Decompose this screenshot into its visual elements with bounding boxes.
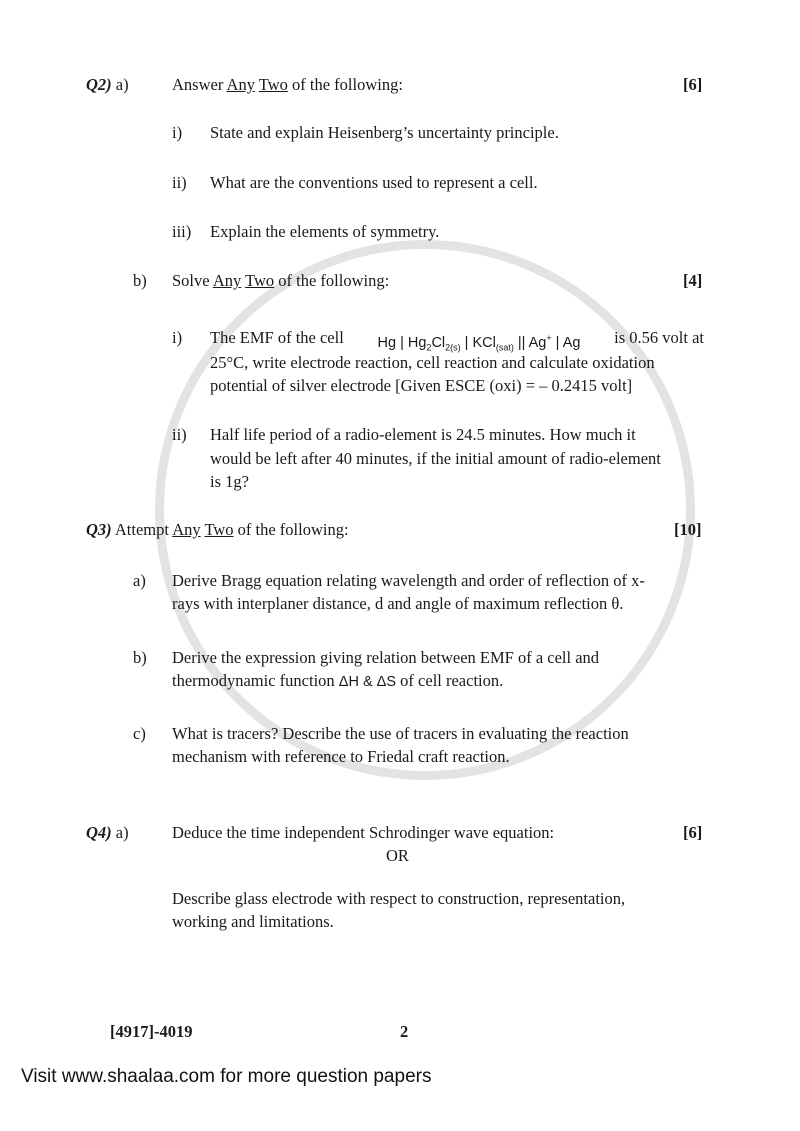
item-num: iii) <box>172 222 192 241</box>
glass-line-2: working and limitations. <box>172 912 334 931</box>
bragg-line-1: Derive Bragg equation relating wavelength and order of reflection of x- <box>172 571 645 590</box>
q4-text: Deduce the time independent Schrodinger wave equation: <box>172 823 555 842</box>
page-number: 2 <box>400 1022 409 1041</box>
q2a-instruction: Answer Any Two of the following: <box>172 75 403 94</box>
item-num: b) <box>133 648 147 667</box>
emf-thermo-line-1: Derive the expression giving relation between EMF of a cell and <box>172 648 600 667</box>
item-text: Explain the elements of symmetry. <box>210 222 440 241</box>
glass-line-1: Describe glass electrode with respect to construction, representation, <box>172 889 626 908</box>
q3-marks: [10] <box>674 520 702 539</box>
halflife-line-1: Half life period of a radio-element is 24.5 minutes. How much it <box>210 425 636 444</box>
q2-label: Q2) <box>86 75 112 94</box>
q2b-instruction: Solve Any Two of the following: <box>172 271 390 290</box>
item-num: c) <box>133 724 146 743</box>
q2-part-a: a) <box>115 75 129 94</box>
halflife-line-2: would be left after 40 minutes, if the initial amount of radio-element <box>210 449 661 468</box>
item-text: What are the conventions used to represent a cell. <box>210 173 538 192</box>
item-text: State and explain Heisenberg’s uncertainty principle. <box>210 123 559 142</box>
q2-header <box>86 75 129 95</box>
item-num: ii) <box>172 425 187 444</box>
item-num: i) <box>172 328 183 347</box>
q4-header: Q4) a) <box>86 823 129 842</box>
bragg-line-2: rays with interplaner distance, d and angle of maximum reflection θ. <box>172 594 624 613</box>
q4-marks: [6] <box>683 823 703 842</box>
tracers-line-1: What is tracers? Describe the use of tracers in evaluating the reaction <box>172 724 629 743</box>
emf-thermo-line-2: thermodynamic function ΔH & ΔS of cell reaction. <box>172 671 504 690</box>
visit-link[interactable]: Visit www.shaalaa.com for more question papers <box>21 1066 432 1087</box>
halflife-line-3: is 1g? <box>210 472 249 491</box>
cell-notation: Hg | $Hg_2Cl_{2(s)}$ | KCl$_{(sat)}$ || Ag+ | Ag <box>377 333 581 353</box>
emf-line-3: potential of silver electrode [Given ESCE (oxi) = – 0.2415 volt] <box>210 376 633 395</box>
q2b-marks: [4] <box>683 271 703 290</box>
q2a-marks: [6] <box>683 75 703 94</box>
delta-formula: ΔH & ΔS <box>338 674 397 690</box>
q2-part-b: b) <box>133 271 147 290</box>
emf-line-1: The EMF of the cell Hg | $Hg_2Cl_{2(s)}$ | KCl$_{(sat)}$ || Ag+ | Ag is 0.56 volt at <box>210 328 704 358</box>
item-num: ii) <box>172 173 187 192</box>
item-num: a) <box>133 571 146 590</box>
paper-code: [4917]-4019 <box>110 1022 193 1041</box>
tracers-line-2: mechanism with reference to Friedal craft reaction. <box>172 747 510 766</box>
emf-line-2: 25°C, write electrode reaction, cell reaction and calculate oxidation <box>210 353 655 372</box>
watermark-circle <box>155 240 695 780</box>
q3-header: Q3) Attempt Any Two of the following: <box>86 520 349 539</box>
or-separator: OR <box>386 846 409 865</box>
item-num: i) <box>172 123 183 142</box>
